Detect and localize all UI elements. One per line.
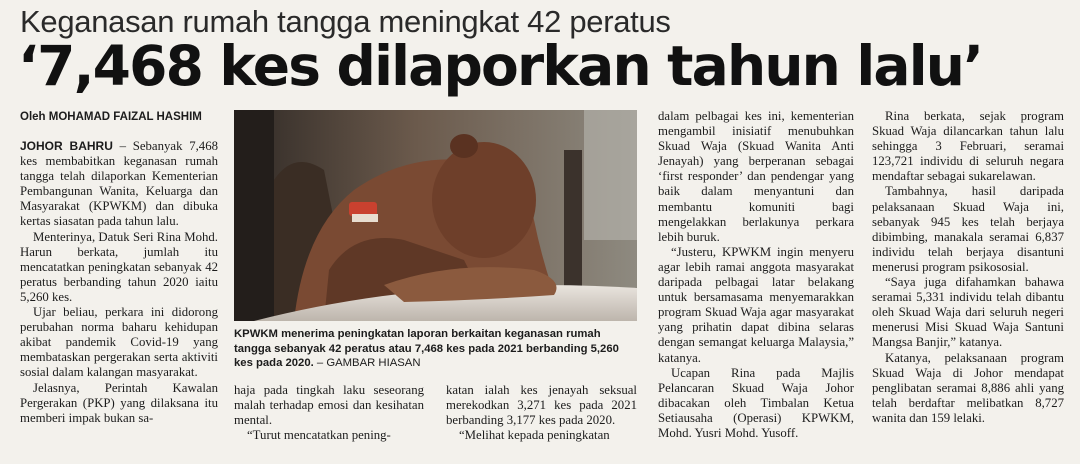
article-column-5 bbox=[872, 109, 1064, 426]
paragraph-text: – Sebanyak 7,468 kes membabitkan keganasan rumah tangga telah dilaporkan Kementerian Pembangunan Wanita, Keluarga dan Masyarakat (KPWKM) dan dibuka kertas siasatan pada tahun lalu. bbox=[20, 139, 218, 229]
paragraph: Menterinya, Datuk Seri Rina Mohd. Harun berkata, jumlah itu mencatatkan peningkatan sebanyak 42 peratus berbanding tahun 2020 iaitu 5,260 kes. bbox=[20, 229, 218, 304]
paragraph: Rina berkata, sejak program Skuad Waja dilancarkan tahun lalu sehingga 3 Februari, seramai 123,721 individu di seluruh negara mendaftar sebagai sukarelawan. bbox=[872, 109, 1064, 184]
caption-text: KPWKM menerima peningkatan laporan berkaitan keganasan rumah tangga sebanyak 42 peratus atau 7,468 kes pada 2021 berbanding 5,260 kes pada 2020. bbox=[234, 328, 619, 369]
paragraph: Katanya, pelaksanaan program Skuad Waja di Johor mendapat penglibatan seramai 8,886 ahli yang telah berdaftar melibatkan 8,727 wanita dan 159 lelaki. bbox=[872, 350, 1064, 425]
paragraph: “Saya juga difahamkan bahawa seramai 5,331 individu telah dibantu oleh Skuad Waja dari seluruh negeri menerusi Misi Skuad Waja Santuni Mangsa Banjir,” katanya. bbox=[872, 275, 1064, 350]
paragraph: katan ialah kes jenayah seksual merekodkan 3,271 kes pada 2021 berbanding 3,177 kes pada 2020. bbox=[446, 383, 637, 428]
paragraph: dalam pelbagai kes ini, kementerian mengambil inisiatif menubuhkan Skuad Waja (Skuad Wanita Anti Jenayah) yang berperanan sebagai ‘first responder’ dan pendengar yang baik dalam menyantuni dan membantu komuniti bagi mengelakkan berlakunya perkara lebih buruk. bbox=[658, 109, 854, 244]
article-column-1 bbox=[20, 139, 218, 426]
dateline: JOHOR BAHRU bbox=[20, 139, 113, 153]
article-kicker: Keganasan rumah tangga meningkat 42 peratus bbox=[20, 4, 671, 39]
distressed-woman-photo bbox=[234, 110, 637, 321]
paragraph bbox=[20, 139, 218, 230]
paragraph: Ujar beliau, perkara ini didorong perubahan norma baharu kehidupan akibat pandemik Covid-19 yang membataskan pergerakan serta aktiviti sosial dalam kalangan masyarakat. bbox=[20, 305, 218, 380]
article-column-2 bbox=[234, 383, 424, 443]
photo-caption bbox=[234, 327, 637, 371]
paragraph: Tambahnya, hasil daripada pelaksanaan Skuad Waja ini, sebanyak 945 kes telah berjaya dibimbing, manakala seramai 6,837 individu telah berjaya disantuni menerusi program psikososial. bbox=[872, 184, 1064, 274]
paragraph: haja pada tingkah laku seseorang malah terhadap emosi dan kesihatan mental. bbox=[234, 383, 424, 428]
paragraph: “Justeru, KPWKM ingin menyeru agar lebih ramai anggota masyarakat daripada pelbagai latar belakang untuk bersamasama menyemarakkan program Skuad Waja agar masyarakat yang prihatin dapat dibina selaras dengan semangat keluarga Malaysia,” katanya. bbox=[658, 244, 854, 365]
photo-credit: – GAMBAR HIASAN bbox=[313, 357, 421, 369]
paragraph: “Melihat kepada peningkatan bbox=[459, 428, 610, 443]
article-headline: ‘7,468 kes dilaporkan tahun lalu’ bbox=[18, 34, 983, 98]
byline: Oleh MOHAMAD FAIZAL HASHIM bbox=[20, 111, 202, 123]
paragraph: Ucapan Rina pada Majlis Pelancaran Skuad Waja Johor dibacakan oleh Timbalan Ketua Setiausaha (Operasi) KPWKM, Mohd. Yusri Mohd. Yusoff. bbox=[658, 365, 854, 440]
paragraph: Jelasnya, Perintah Kawalan Pergerakan (PKP) yang dilaksana itu memberi impak bukan sa- bbox=[20, 380, 218, 425]
article-photo bbox=[234, 110, 637, 321]
paragraph: “Turut mencatatkan pening- bbox=[247, 428, 391, 443]
article-column-3 bbox=[446, 383, 637, 443]
article-column-4 bbox=[658, 109, 854, 441]
